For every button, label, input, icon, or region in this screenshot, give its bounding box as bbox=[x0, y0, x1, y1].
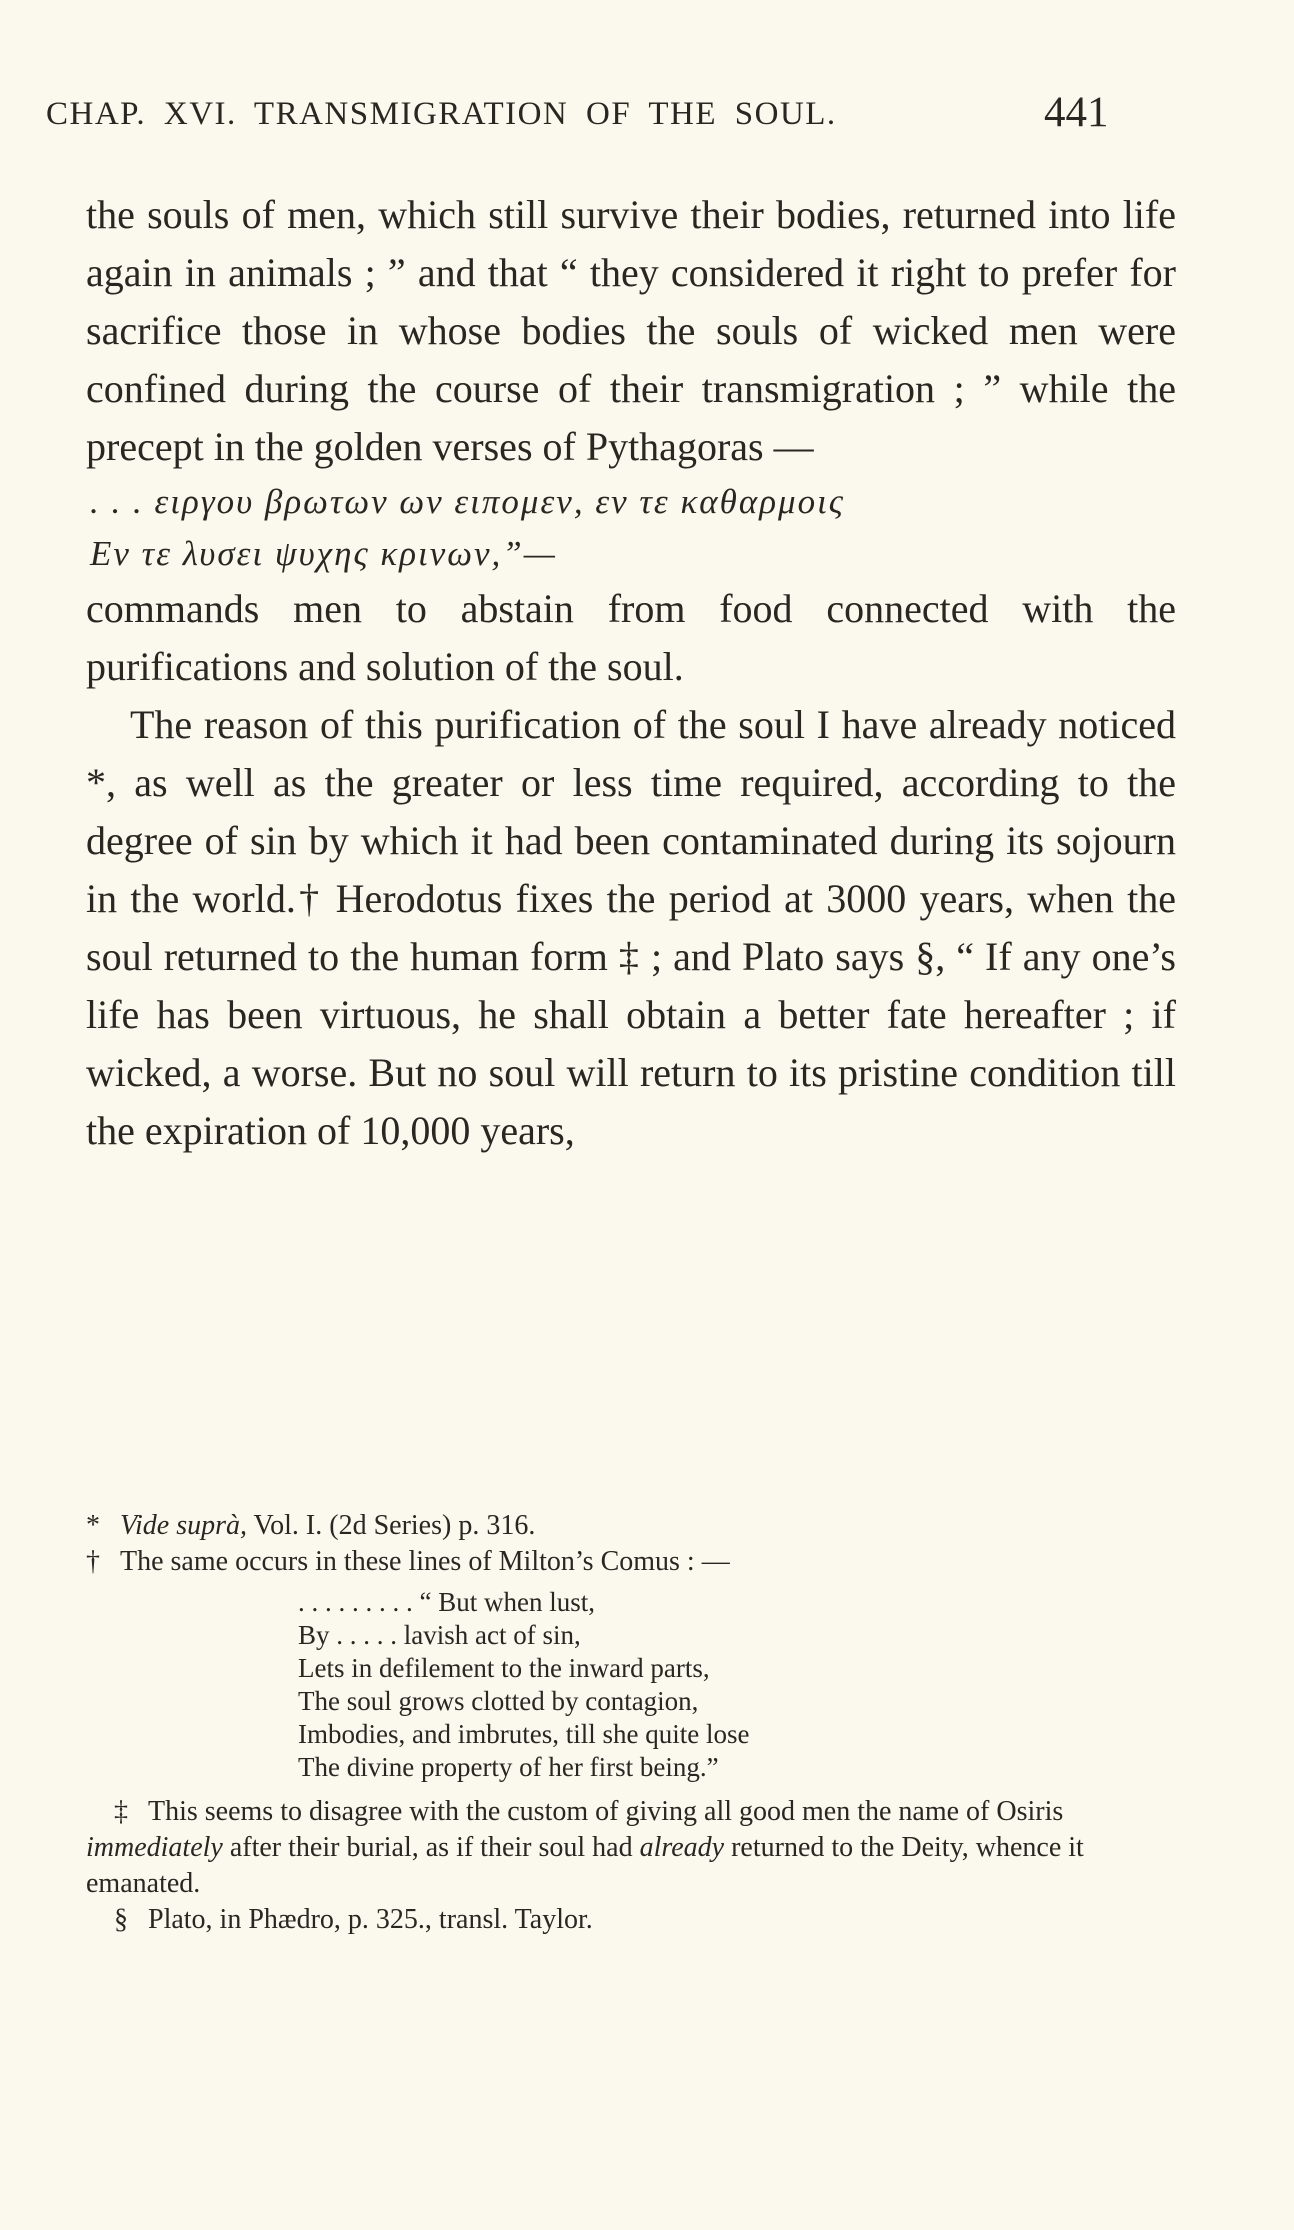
verse-line: . . . . . . . . . “ But when lust, bbox=[298, 1587, 595, 1617]
verse-line: Lets in defilement to the inward parts, bbox=[298, 1653, 710, 1683]
footnote-3-italic-b: already bbox=[639, 1832, 725, 1863]
footnote-4-text: Plato, in Phædro, p. 325., transl. Taylor. bbox=[148, 1904, 593, 1935]
paragraph-2: commands men to abstain from food connected with the purifications and solution of the soul. bbox=[86, 586, 1176, 689]
verse-line: The soul grows clotted by contagion, bbox=[298, 1686, 699, 1716]
footnote-1 bbox=[86, 1508, 1176, 1544]
footnote-mark-asterisk: * bbox=[86, 1510, 100, 1541]
footnote-2-text: The same occurs in these lines of Milton’s Comus : — bbox=[120, 1546, 730, 1577]
footnote-3-italic-a: immediately bbox=[86, 1832, 223, 1863]
verse-line: Imbodies, and imbrutes, till she quite lose bbox=[298, 1719, 750, 1749]
page-number: 441 bbox=[1044, 89, 1109, 136]
main-text bbox=[86, 186, 1176, 1160]
footnotes bbox=[86, 1508, 1176, 1938]
footnote-3-text-a: This seems to disagree with the custom of giving all good men the name of Osiris bbox=[148, 1796, 1064, 1827]
footnote-3-text-b: after their burial, as if their soul had bbox=[229, 1832, 633, 1863]
verse-line: By . . . . . lavish act of sin, bbox=[298, 1620, 581, 1650]
footnote-3-text-c: returned to the Deity, whence it emanated. bbox=[86, 1832, 1084, 1899]
footnote-mark-dagger: † bbox=[86, 1546, 100, 1577]
footnote-2 bbox=[86, 1544, 1176, 1580]
footnote-1-text: Vol. I. (2d Series) p. 316. bbox=[253, 1510, 536, 1541]
footnote-mark-double-dagger: ‡ bbox=[114, 1796, 128, 1827]
milton-verse bbox=[86, 1586, 1176, 1784]
paragraph-1: the souls of men, which still survive their bodies, returned into life again in animals ; ” and that “ they considered it right to prefer for sacrifice those in whose bodies the souls of wicked men were confined during the course of their transmigration ; ” while the precept in the golden verses of Pythagoras — bbox=[86, 192, 1176, 469]
footnote-3 bbox=[86, 1794, 1176, 1902]
greek-line-1: . . . ειργου βρωτων ων ειπομεν, εν τε καθαρμοις bbox=[90, 482, 846, 521]
footnote-1-italic: Vide suprà, bbox=[120, 1510, 248, 1541]
verse-line: The divine property of her first being.” bbox=[298, 1752, 719, 1782]
page-header bbox=[0, 89, 1294, 152]
greek-line-2: Εν τε λυσει ψυχης κρινων,”— bbox=[90, 534, 557, 573]
paragraph-3: The reason of this purification of the soul I have already noticed *, as well as the greater or less time required, according to the degree of sin by which it had been contaminated during its sojourn in the world.† Herodotus fixes the period at 3000 years, when the soul returned to the human form ‡ ; and Plato says §, “ If any one’s life has been virtuous, he shall obtain a better fate hereafter ; if wicked, a worse. But no soul will return to its pristine condition till the expiration of 10,000 years, bbox=[86, 702, 1176, 1153]
footnote-4 bbox=[86, 1902, 1176, 1938]
greek-quotation bbox=[86, 476, 1176, 580]
footnote-mark-section: § bbox=[114, 1904, 128, 1935]
running-head: CHAP. XVI. TRANSMIGRATION OF THE SOUL. bbox=[46, 96, 837, 132]
